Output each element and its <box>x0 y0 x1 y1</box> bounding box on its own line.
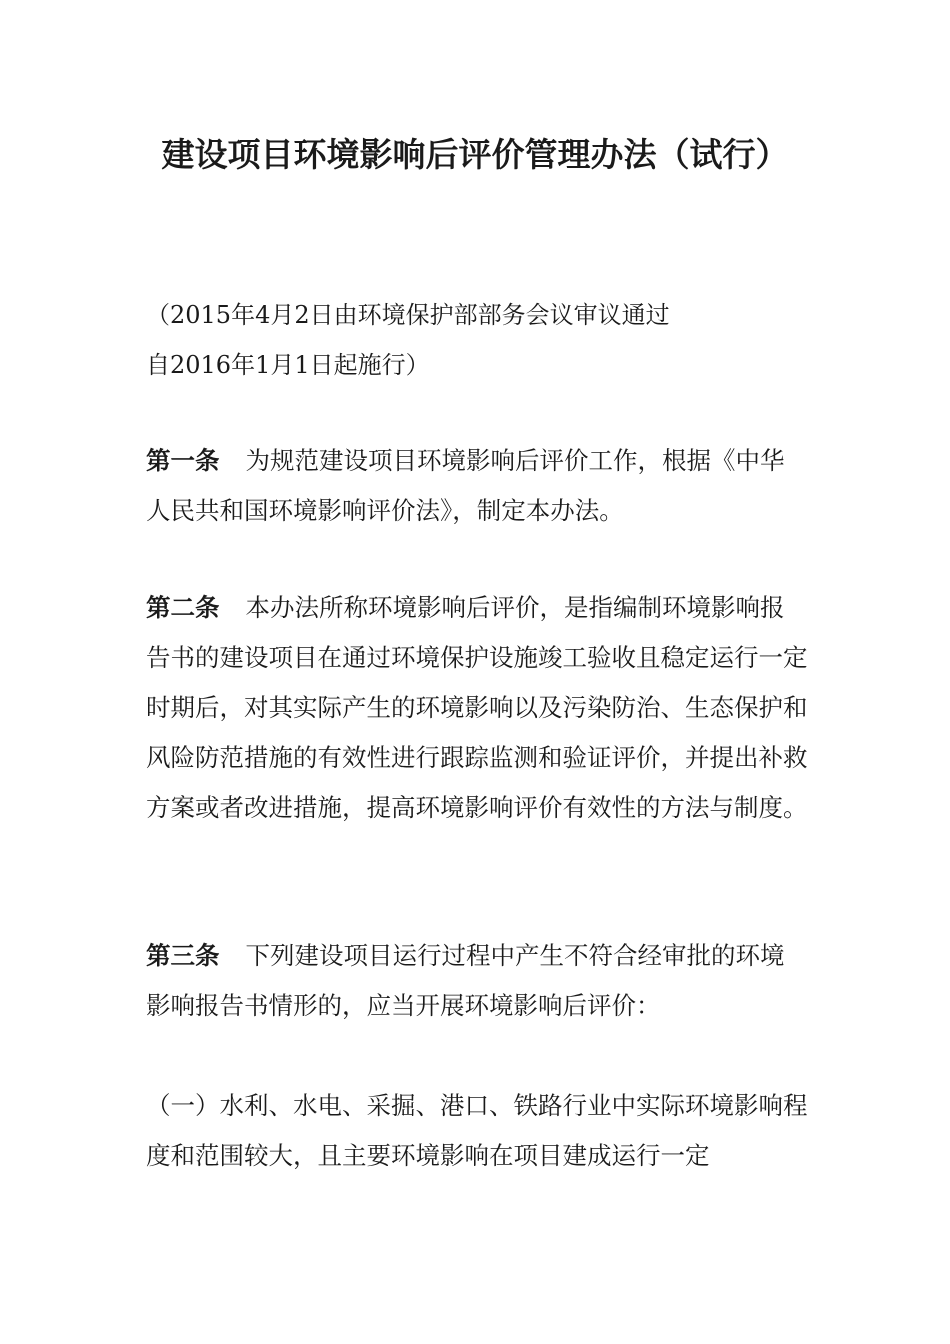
article-2-heading: 第二条 <box>146 593 220 622</box>
article-2 <box>146 583 808 833</box>
article-2-text: 本办法所称环境影响后评价，是指编制环境影响报告书的建设项目在通过环境保护设施竣工验收且稳定运行一定时期后，对其实际产生的环境影响以及污染防治、生态保护和风险防范措施的有效性进行跟踪监测和验证评价，并提出补救方案或者改进措施，提高环境影响评价有效性的方法与制度。 <box>146 593 808 822</box>
item-1 <box>146 1081 808 1181</box>
article-3-text: 下列建设项目运行过程中产生不符合经审批的环境影响报告书情形的，应当开展环境影响后评价： <box>146 941 785 1020</box>
document-title: 建设项目环境影响后评价管理办法（试行） <box>161 135 789 174</box>
article-1-text: 为规范建设项目环境影响后评价工作，根据《中华人民共和国环境影响评价法》，制定本办法。 <box>146 446 785 525</box>
subtitle-line-1: （2015年4月2日由环境保护部部务会议审议通过 <box>146 301 670 329</box>
document-subtitle <box>146 290 808 390</box>
article-1 <box>146 436 808 536</box>
article-3 <box>146 931 808 1031</box>
item-1-text: （一）水利、水电、采掘、港口、铁路行业中实际环境影响程度和范围较大，且主要环境影响在项目建成运行一定 <box>146 1091 808 1170</box>
subtitle-line-2: 自2016年1月1日起施行） <box>146 351 430 379</box>
article-1-heading: 第一条 <box>146 446 220 475</box>
article-3-heading: 第三条 <box>146 941 220 970</box>
